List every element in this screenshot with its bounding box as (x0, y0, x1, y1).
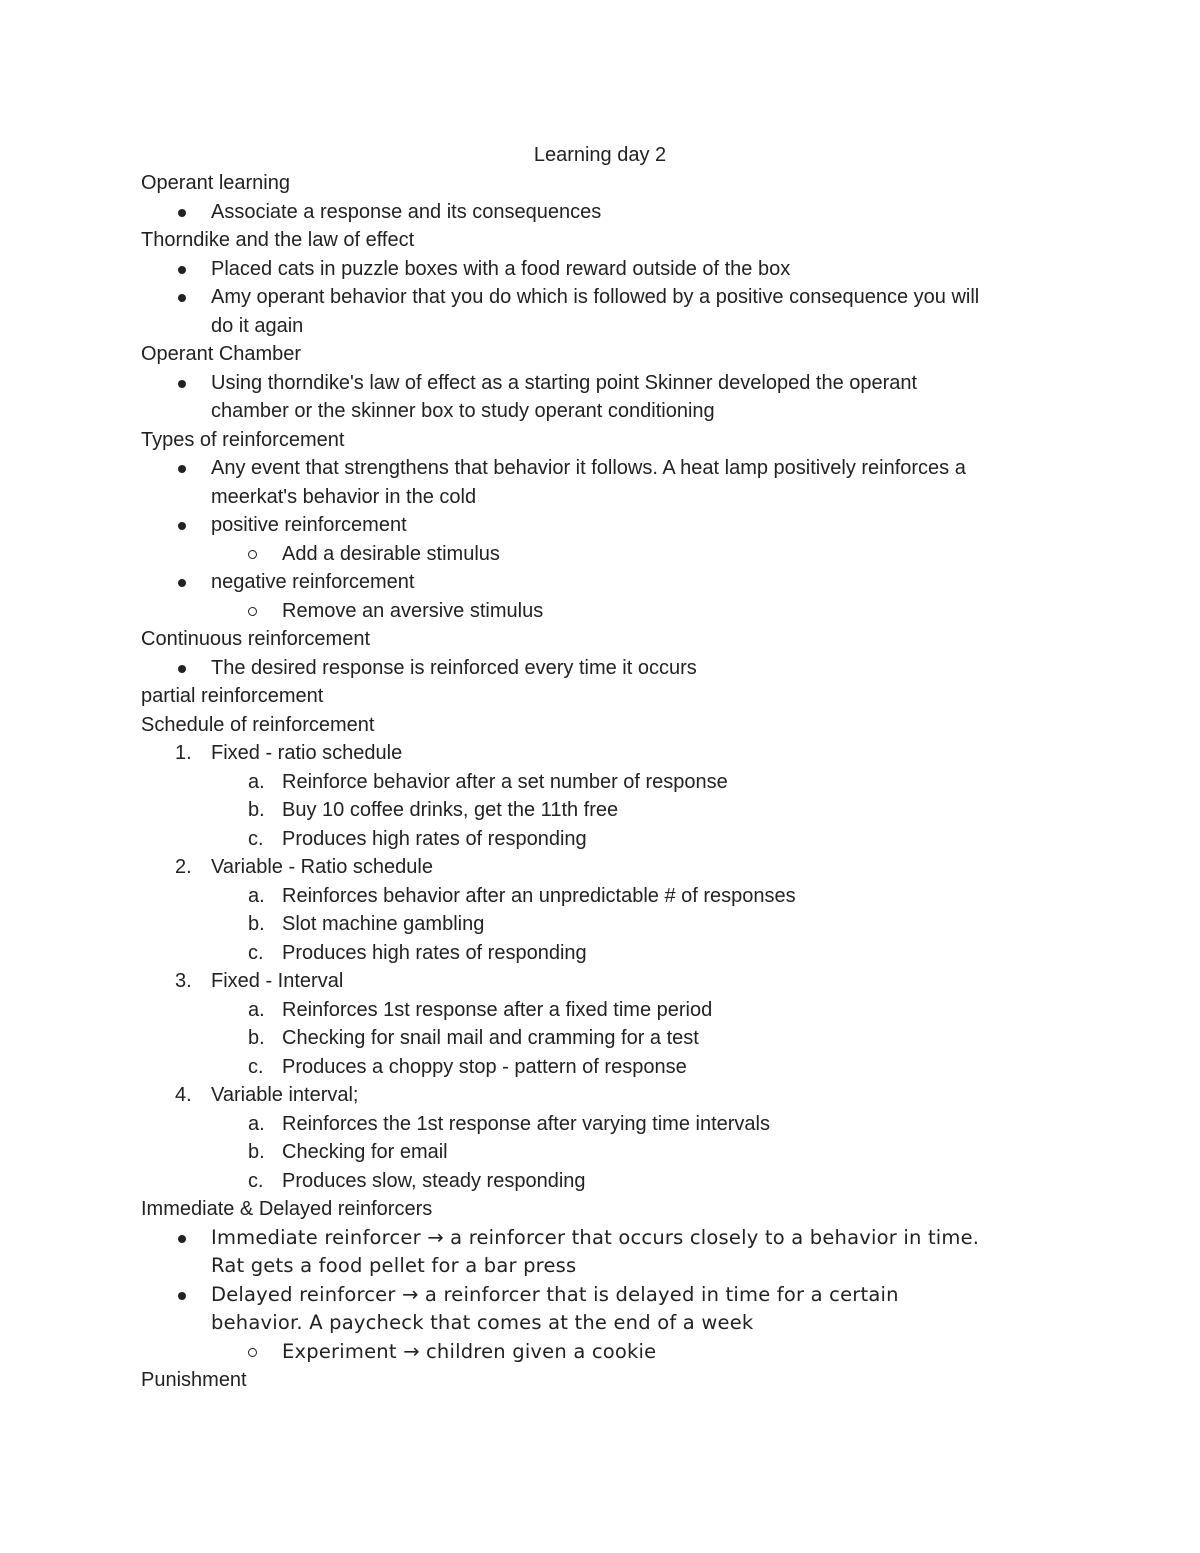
bullet-item: Amy operant behavior that you do which is followed by a positive consequence you will (141, 283, 1071, 312)
hollow-bullet-icon (141, 540, 282, 569)
bullet-icon (141, 1281, 211, 1310)
sub-bullet-item: Add a desirable stimulus (141, 540, 1071, 569)
lettered-item: a. Reinforce behavior after a set number of response (141, 768, 1071, 797)
document-body (141, 169, 1071, 1395)
document-title: Learning day 2 (533, 144, 667, 166)
bullet-icon (141, 568, 211, 597)
bullet-continuation: behavior. A paycheck that comes at the end of a week (211, 1311, 754, 1334)
bullet-continuation: meerkat's behavior in the cold (211, 485, 477, 508)
section-heading: Continuous reinforcement (141, 628, 371, 650)
section-heading: Punishment (141, 1369, 247, 1391)
numbered-item: 3. Fixed - Interval (141, 967, 1071, 996)
list-number: 2. (175, 856, 192, 878)
bullet-continuation: Rat gets a food pellet for a bar press (211, 1254, 577, 1277)
bullet-item: Any event that strengthens that behavior it follows. A heat lamp positively reinforces a (141, 454, 1071, 483)
bullet-icon (141, 654, 211, 683)
lettered-item: a. Reinforces behavior after an unpredictable # of responses (141, 882, 1071, 911)
list-letter: a. (248, 998, 265, 1021)
lettered-item: c. Produces high rates of responding (141, 825, 1071, 854)
bullet-icon (141, 369, 211, 398)
bullet-icon (141, 198, 211, 227)
bullet-item: Associate a response and its consequences (141, 198, 1071, 227)
section-heading: partial reinforcement (141, 685, 324, 707)
bullet-item: Delayed reinforcer → a reinforcer that is delayed in time for a certain (141, 1281, 1071, 1310)
section-heading: Types of reinforcement (141, 428, 345, 451)
list-number: 1. (175, 742, 192, 764)
lettered-item: b. Checking for snail mail and cramming for a test (141, 1024, 1071, 1053)
lettered-item: a. Reinforces the 1st response after varying time intervals (141, 1110, 1071, 1139)
lettered-item: b. Slot machine gambling (141, 910, 1071, 939)
lettered-item: a. Reinforces 1st response after a fixed time period (141, 996, 1071, 1025)
section-heading: Immediate & Delayed reinforcers (141, 1198, 433, 1220)
bullet-icon (141, 255, 211, 284)
list-letter: a. (248, 770, 265, 793)
list-letter: c. (248, 1055, 264, 1078)
bullet-item: Immediate reinforcer → a reinforcer that occurs closely to a behavior in time. (141, 1224, 1071, 1253)
list-letter: c. (248, 827, 264, 850)
list-number: 3. (175, 970, 192, 992)
list-letter: a. (248, 884, 265, 907)
lettered-item: c. Produces a choppy stop - pattern of response (141, 1053, 1071, 1082)
bullet-icon (141, 511, 211, 540)
bullet-continuation: chamber or the skinner box to study operant conditioning (211, 400, 715, 422)
section-heading: Operant learning (141, 172, 290, 194)
bullet-item: The desired response is reinforced every time it occurs (141, 654, 1071, 683)
hollow-bullet-icon (141, 597, 282, 626)
bullet-icon (141, 1224, 211, 1253)
bullet-item: Placed cats in puzzle boxes with a food reward outside of the box (141, 255, 1071, 284)
section-heading: Thorndike and the law of effect (141, 229, 415, 251)
list-letter: c. (248, 941, 264, 964)
lettered-item: b. Checking for email (141, 1138, 1071, 1167)
lettered-item: b. Buy 10 coffee drinks, get the 11th free (141, 796, 1071, 825)
list-letter: b. (248, 799, 265, 821)
list-letter: b. (248, 913, 265, 935)
sub-bullet-item: Experiment → children given a cookie (141, 1338, 1071, 1367)
hollow-bullet-icon (141, 1338, 282, 1367)
bullet-item: negative reinforcement (141, 568, 1071, 597)
lettered-item: c. Produces high rates of responding (141, 939, 1071, 968)
list-letter: b. (248, 1027, 265, 1049)
sub-bullet-item: Remove an aversive stimulus (141, 597, 1071, 626)
lettered-item: c. Produces slow, steady responding (141, 1167, 1071, 1196)
bullet-icon (141, 283, 211, 312)
numbered-item: 2. Variable - Ratio schedule (141, 853, 1071, 882)
bullet-icon (141, 454, 211, 483)
list-letter: a. (248, 1112, 265, 1135)
numbered-item: 1. Fixed - ratio schedule (141, 739, 1071, 768)
numbered-item: 4. Variable interval; (141, 1081, 1071, 1110)
bullet-item: Using thorndike's law of effect as a starting point Skinner developed the operant (141, 369, 1071, 398)
section-heading: Operant Chamber (141, 343, 302, 365)
list-letter: b. (248, 1141, 265, 1163)
list-letter: c. (248, 1169, 264, 1192)
section-heading: Schedule of reinforcement (141, 713, 375, 736)
bullet-continuation: do it again (211, 314, 304, 337)
bullet-item: positive reinforcement (141, 511, 1071, 540)
list-number: 4. (175, 1084, 192, 1106)
